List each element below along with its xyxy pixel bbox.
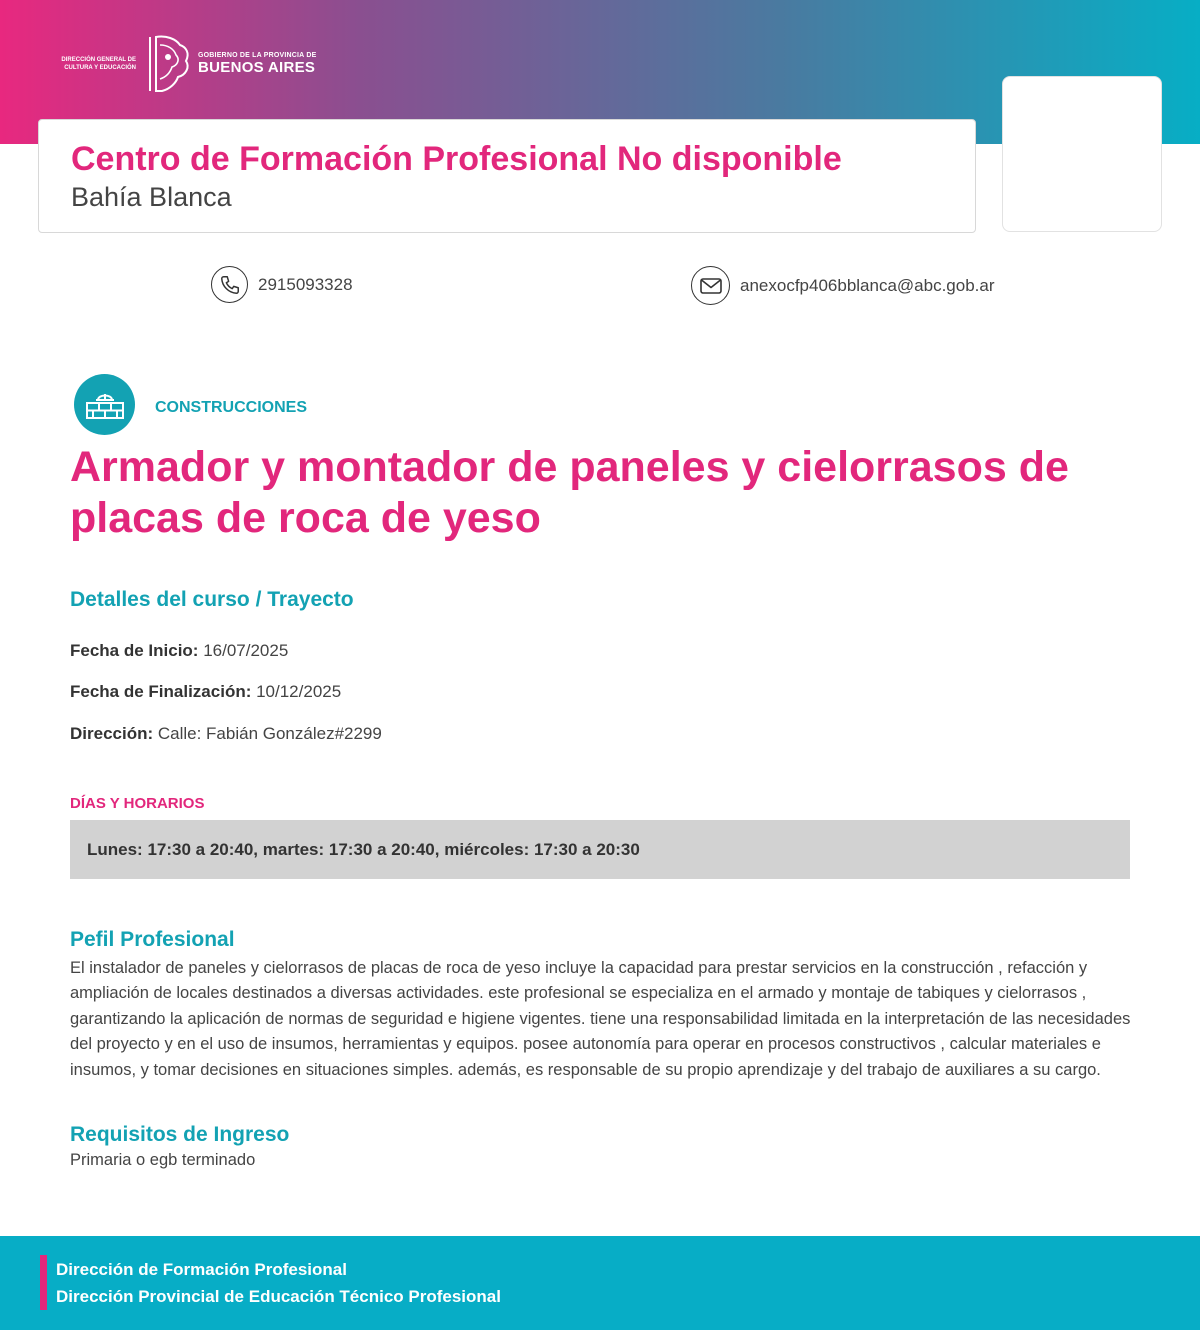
center-city: Bahía Blanca [71, 182, 232, 212]
logo-right-text [198, 52, 316, 76]
email-address: anexocfp406bblanca@abc.gob.ar [740, 275, 995, 295]
end-date-value: 10/12/2025 [251, 682, 342, 701]
center-name: Centro de Formación Profesional No disponible [71, 140, 842, 178]
phone-number: 2915093328 [258, 274, 353, 294]
footer-line1: Dirección de Formación Profesional [56, 1260, 347, 1279]
requirements-text: Primaria o egb terminado [70, 1151, 256, 1169]
start-date-value: 16/07/2025 [198, 641, 289, 660]
address-row [70, 724, 382, 744]
course-category: CONSTRUCCIONES [155, 399, 308, 416]
footer-accent-bar [40, 1255, 47, 1310]
envelope-icon [691, 266, 730, 305]
footer [0, 1236, 1200, 1330]
phone-contact[interactable] [211, 266, 353, 303]
center-photo-placeholder [1002, 76, 1162, 232]
center-title-card [38, 119, 976, 233]
brick-wall-helmet-icon [74, 374, 135, 435]
logo-left-text [58, 56, 136, 72]
end-date-label: Fecha de Finalización: [70, 682, 252, 701]
schedule-heading: DÍAS Y HORARIOS [70, 795, 205, 812]
details-heading: Detalles del curso / Trayecto [70, 588, 354, 611]
requirements-heading: Requisitos de Ingreso [70, 1123, 290, 1146]
footer-line2: Dirección Provincial de Educación Técnico Profesional [56, 1287, 501, 1306]
logo-right-big: BUENOS AIRES [198, 59, 316, 76]
phone-icon [211, 266, 248, 303]
start-date-row [70, 641, 288, 661]
profile-heading: Pefil Profesional [70, 928, 235, 951]
profile-text: El instalador de paneles y cielorrasos de placas de roca de yeso incluye la capacidad para prestar servicios en la construcción , refacción y ampliación de locales destinados a diversas actividades. este profesional se especializa en el armado y montaje de tabiques y cielorrasos , garantizando la aplicación de normas de seguridad e higiene vigentes. tiene una responsabilidad limitada en la interpretación de las necesidades del proyecto y en el uso de insumos, herramientas y equipos. posee autonomía para operar en procesos constructivos , calcular materiales e insumos, y tomar decisiones en situaciones simples. además, es responsable de su propio aprendizaje y del trabajo de auxiliares a su cargo. [70, 959, 1131, 1079]
schedule-box [70, 820, 1130, 879]
province-crest-icon [146, 33, 192, 95]
logo-left-line1: DIRECCIÓN GENERAL DE [61, 57, 136, 63]
address-value: Calle: Fabián González#2299 [153, 724, 382, 743]
logo-left-line2: CULTURA Y EDUCACIÓN [64, 65, 136, 71]
address-label: Dirección: [70, 724, 154, 743]
email-contact[interactable] [691, 266, 995, 305]
end-date-row [70, 682, 341, 702]
schedule-text: Lunes: 17:30 a 20:40, martes: 17:30 a 20:40, miércoles: 17:30 a 20:30 [87, 839, 640, 859]
course-title: Armador y montador de paneles y cielorrasos de placas de roca de yeso [70, 443, 1069, 542]
logo-right-small: GOBIERNO DE LA PROVINCIA DE [198, 52, 317, 59]
start-date-label: Fecha de Inicio: [70, 641, 199, 660]
government-logo [58, 32, 316, 96]
